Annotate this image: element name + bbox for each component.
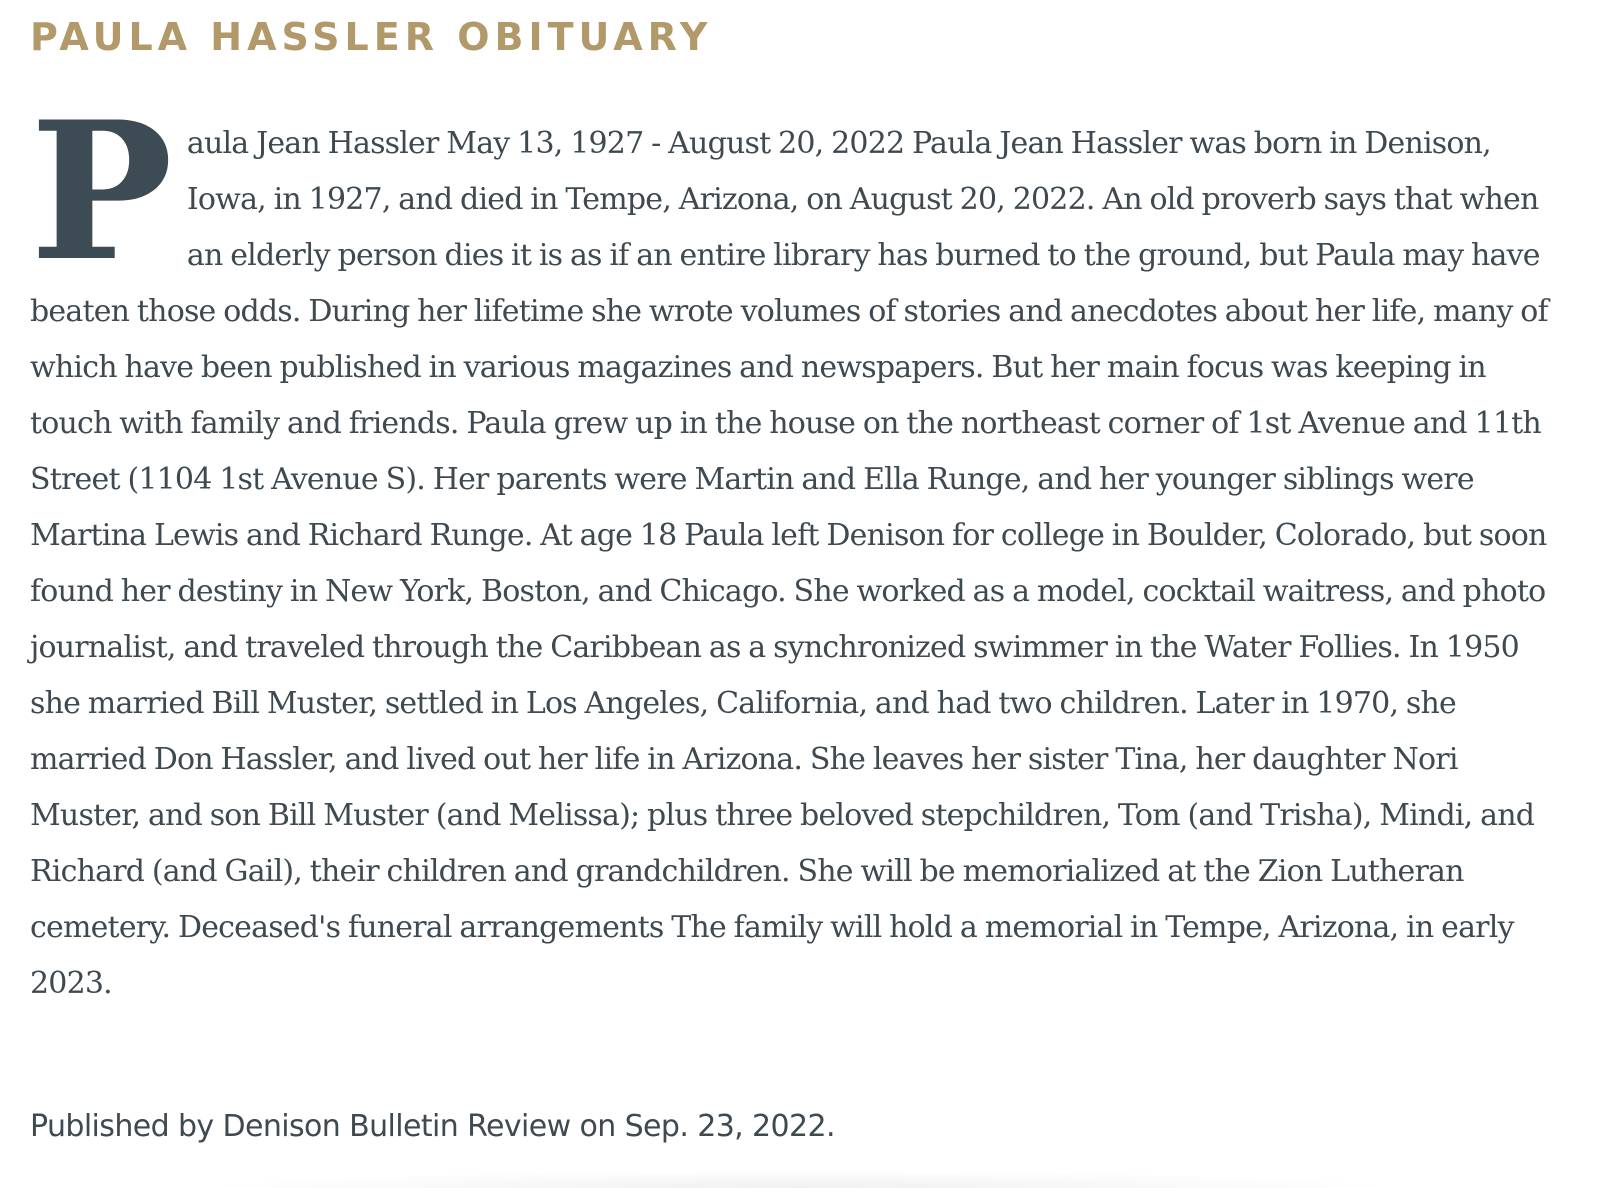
obituary-title: PAULA HASSLER OBITUARY <box>30 15 713 59</box>
obituary-body <box>30 80 1572 1012</box>
drop-cap: P <box>30 80 173 303</box>
obituary-body-text: aula Jean Hassler May 13, 1927 - August 20, 2022 Paula Jean Hassler was born in Denison, Iowa, in 1927, and died in Tempe, Arizona, on August 20, 2022. An old proverb says that when an elderly person dies it is as if an entire library has burned to the ground, but Paula may have beaten those odds. During her lifetime she wrote volumes of stories and anecdotes about her life, many of which have been published in various magazines and newspapers. But her main focus was keeping in touch with family and friends. Paula grew up in the house on the northeast corner of 1st Avenue and 11th Street (1104 1st Avenue S). Her parents were Martin and Ella Runge, and her younger siblings were Martina Lewis and Richard Runge. At age 18 Paula left Denison for college in Boulder, Colorado, but soon found her destiny in New York, Boston, and Chicago. She worked as a model, cocktail waitress, and photo journalist, and traveled through the Caribbean as a synchronized swimmer in the Water Follies. In 1950 she married Bill Muster, settled in Los Angeles, California, and had two children. Later in 1970, she married Don Hassler, and lived out her life in Arizona. She leaves her sister Tina, her daughter Nori Muster, and son Bill Muster (and Melissa); plus three beloved stepchildren, Tom (and Trisha), Mindi, and Richard (and Gail), their children and grandchildren. She will be memorialized at the Zion Lutheran cemetery. Deceased's funeral arrangements The family will hold a memorial in Tempe, Arizona, in early 2023. <box>30 126 1548 1001</box>
bottom-shadow <box>200 1170 1402 1188</box>
publication-byline: Published by Denison Bulletin Review on Sep. 23, 2022. <box>30 1109 835 1144</box>
